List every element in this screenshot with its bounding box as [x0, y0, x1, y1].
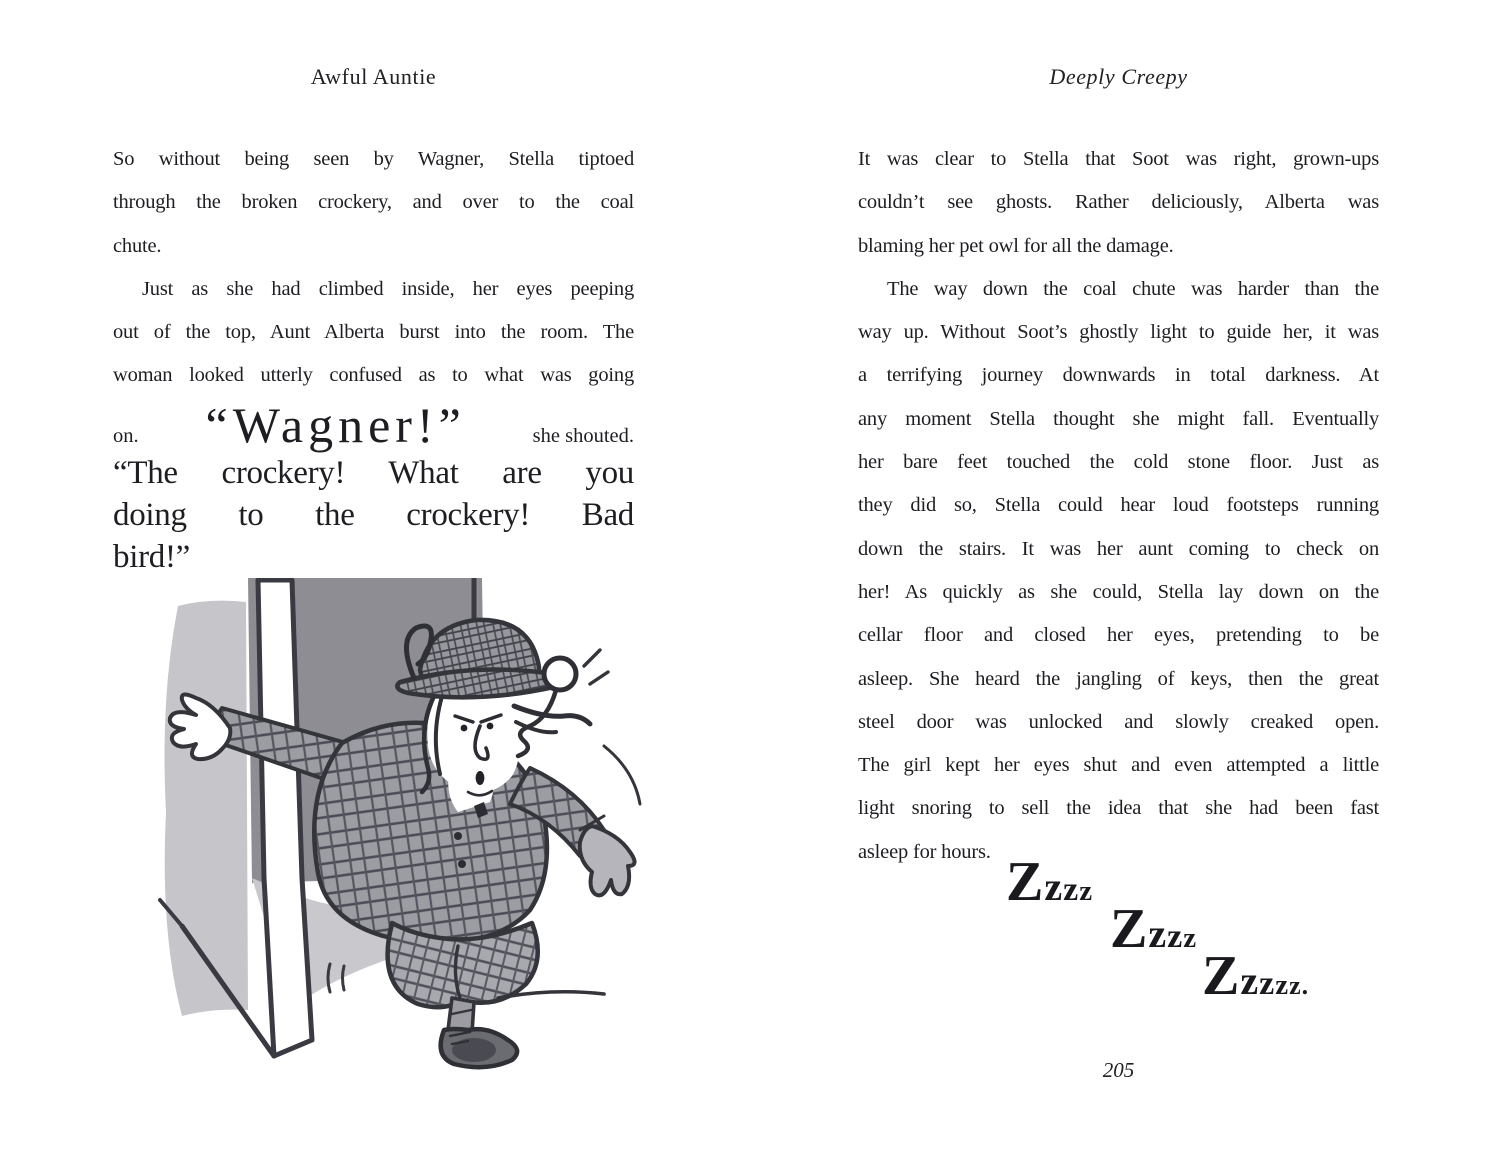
- snore-line: [1202, 944, 1379, 1007]
- body-line: through the broken crockery, and over to the coal: [113, 191, 634, 214]
- body-line: her! As quickly as she could, Stella lay down on the: [858, 580, 1379, 603]
- left-page: [113, 64, 634, 578]
- aunt-alberta-illustration: [152, 578, 652, 1073]
- body-line: way up. Without Soot’s ghostly light to guide her, it was: [858, 321, 1379, 344]
- body-line: steel door was unlocked and slowly creaked open.: [858, 710, 1379, 733]
- shout-suffix: she shouted.: [532, 424, 634, 447]
- body-line: a terrifying journey downwards in total darkness. At: [858, 364, 1379, 387]
- body-line: her bare feet touched the cold stone floor. Just as: [858, 451, 1379, 474]
- shout-prefix: on.: [113, 424, 139, 447]
- right-running-head: Deeply Creepy: [1049, 64, 1188, 89]
- snore-line: [1110, 897, 1379, 960]
- snore-letter: z: [1167, 918, 1184, 955]
- body-line: down the stairs. It was her aunt coming to check on: [858, 537, 1379, 560]
- snore-letter: z: [1183, 922, 1198, 954]
- right-page: [858, 64, 1379, 874]
- snore-line: [1006, 850, 1379, 913]
- paragraph: [113, 268, 634, 398]
- body-line: Just as she had climbed inside, her eyes peeping: [142, 277, 634, 300]
- snore-letter: z: [1259, 965, 1276, 1002]
- snore-letter: z: [1148, 911, 1168, 956]
- snore-letter: Z: [1202, 945, 1241, 1007]
- right-body-text: [858, 138, 1379, 874]
- wagner-display-word: “Wagner!”: [205, 396, 466, 453]
- body-line: woman looked utterly confused as to what was going: [113, 364, 634, 387]
- body-line: out of the top, Aunt Alberta burst into the room. The: [113, 321, 634, 344]
- shout-line: bird!”: [113, 538, 190, 575]
- snore-letter: z.: [1289, 971, 1310, 1000]
- body-line: asleep. She heard the jangling of keys, then the great: [858, 667, 1379, 690]
- body-line: blaming her pet owl for all the damage.: [858, 234, 1174, 257]
- snore-letter: z: [1275, 969, 1290, 1001]
- body-line: cellar floor and closed her eyes, pretending to be: [858, 624, 1379, 647]
- snore-letter: Z: [1006, 851, 1045, 913]
- body-line: they did so, Stella could hear loud footsteps running: [858, 494, 1379, 517]
- wall-wash: [165, 601, 249, 1016]
- paragraph: [113, 138, 634, 268]
- body-line: couldn’t see ghosts. Rather deliciously, Alberta was: [858, 191, 1379, 214]
- snore-letter: z: [1079, 875, 1094, 907]
- snore-letter: z: [1240, 958, 1260, 1003]
- left-body-text: [113, 138, 634, 578]
- body-line: It was clear to Stella that Soot was right, grown-ups: [858, 148, 1379, 170]
- body-line: The girl kept her eyes shut and even attempted a little: [858, 754, 1379, 777]
- shout-paragraph: [113, 452, 634, 578]
- shout-line: “The crockery! What are you: [113, 454, 634, 491]
- page-number: 205: [1102, 1058, 1135, 1082]
- snore-letter: z: [1044, 864, 1064, 909]
- left-running-head: Awful Auntie: [310, 64, 437, 89]
- body-line: any moment Stella thought she might fall. Eventually: [858, 407, 1379, 430]
- shout-line: doing to the crockery! Bad: [113, 496, 634, 533]
- body-line: light snoring to sell the idea that she had been fast: [858, 797, 1379, 820]
- snore-text-block: [858, 850, 1379, 1007]
- paragraph: [858, 138, 1379, 268]
- snore-letter: z: [1063, 871, 1080, 908]
- body-line: chute.: [113, 234, 162, 257]
- snore-letter: Z: [1110, 898, 1149, 960]
- body-line: So without being seen by Wagner, Stella tiptoed: [113, 148, 634, 170]
- wagner-shout-line: [113, 398, 634, 452]
- paragraph: [858, 268, 1379, 874]
- body-line: asleep for hours.: [858, 840, 991, 863]
- body-line: The way down the coal chute was harder than the: [887, 277, 1379, 300]
